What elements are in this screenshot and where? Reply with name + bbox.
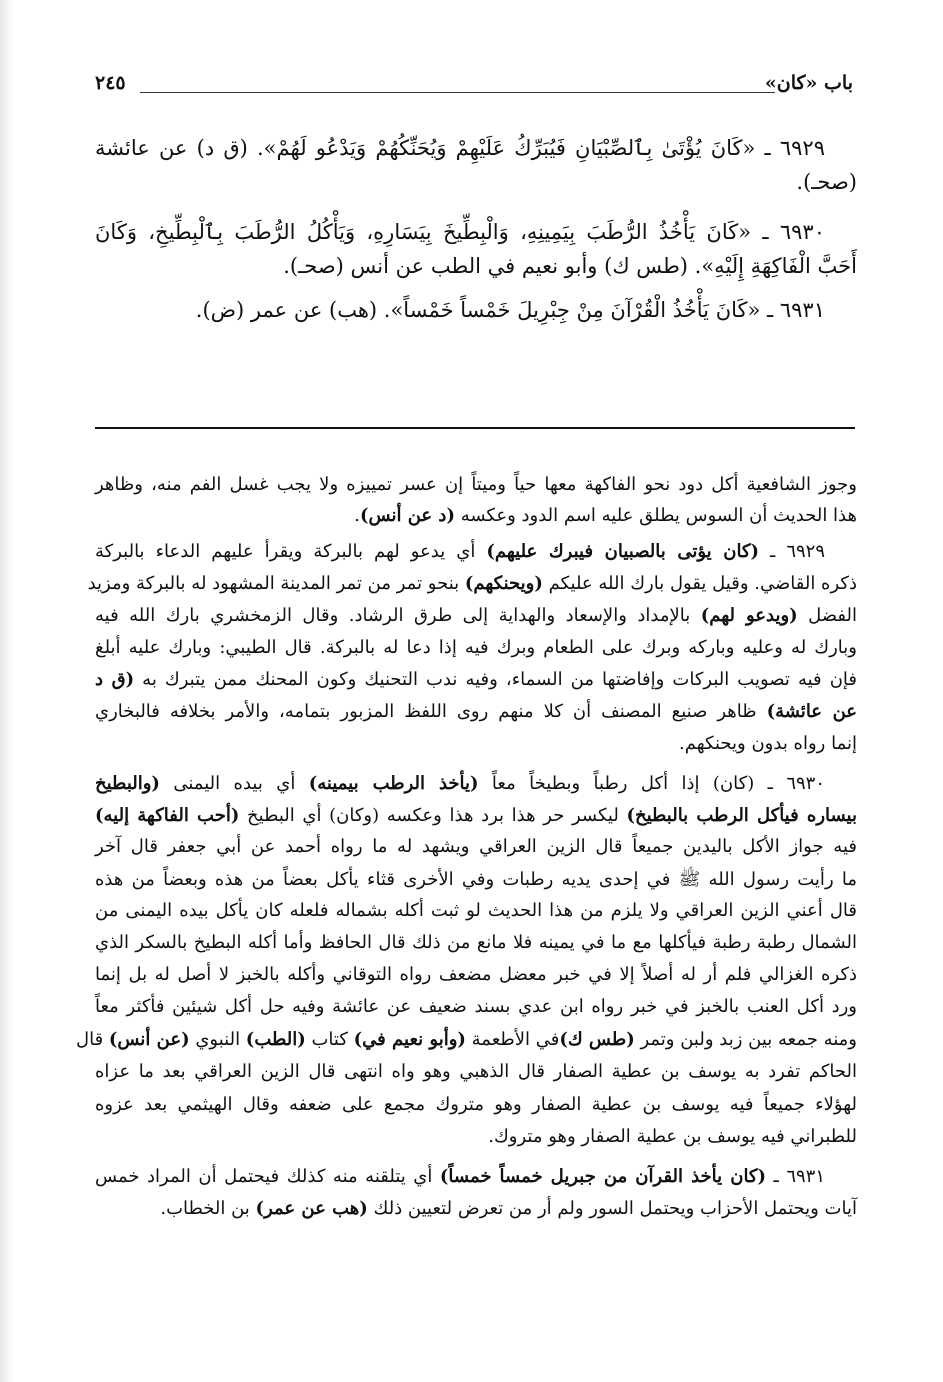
text-segment: ٦٩٢٩ ـ «كَانَ يُؤْتَىٰ بِٱلصِّبْيَانِ فَيُبَرِّكُ عَلَيْهِمْ وَيُحَنِّكُهُمْ وَيَدْعُو لَهُمْ». (ق د) عن عائشة xyxy=(95,136,825,160)
bold-segment: (وأبو نعيم في) xyxy=(353,1029,466,1050)
text-segment: فإن فيه تصويب البركات وإفاضتها من السماء، وفيه ندب التحنيك وكون المحنك ممن يتبرك به xyxy=(134,669,857,690)
text-segment: بالإمداد والإسعاد والهداية إلى طرق الرشاد. وقال الزمخشري بارك الله فيه xyxy=(95,605,701,626)
bold-segment: (الطب) xyxy=(245,1029,306,1050)
bold-segment: عن عائشة) xyxy=(766,701,858,722)
commentary-line xyxy=(95,805,857,826)
commentary-line xyxy=(95,996,857,1017)
text-segment: وبارك له وعليه وباركه وبرك على الطعام وبرك فيه إذا دعا له بالبركة. قال الطيبي: وبارك عليه أبلغ xyxy=(95,637,857,658)
text-segment: ورد أكل العنب بالخبز في خبر رواه ابن عدي بسند ضعيف عن عائشة وفيه حل أكل شيئين فأكثر معاً xyxy=(95,996,857,1017)
commentary-line xyxy=(95,541,825,562)
text-segment: أي يدعو لهم بالبركة ويقرأ عليهم الدعاء بالبركة xyxy=(95,541,487,562)
commentary-line xyxy=(95,505,857,526)
text-segment: . xyxy=(354,505,360,526)
bold-segment: (ويحنكهم) xyxy=(464,573,543,594)
text-segment: قال xyxy=(76,1029,109,1050)
text-segment: ذكره الغزالي فلم أر له أصلاً إلا في خبر معضل مضعف رواه التوقاني وأكله بالخبز لا أصل له بل إنما xyxy=(95,964,857,985)
text-segment: الحاكم تفرد به يوسف بن عطية الصفار قال الذهبي وهو واه انتهى قال الزين العراقي بعد ما عزاه xyxy=(95,1061,857,1082)
main_text-line xyxy=(95,170,857,194)
commentary-line xyxy=(95,836,857,857)
text-segment: أي يتلقنه منه كذلك فيحتمل أن المراد خمس xyxy=(95,1166,440,1187)
main_text-line xyxy=(95,298,825,322)
commentary-line xyxy=(95,773,825,794)
text-segment: وجوز الشافعية أكل دود نحو الفاكهة معها حياً وميتاً إن عسر تمييزه ولا يجب غسل الفم منه، وظاهر xyxy=(95,474,857,495)
commentary-line xyxy=(95,605,857,626)
text-segment: آيات ويحتمل الأحزاب ويحتمل السور ولم أر من تعرض لتعيين ذلك xyxy=(367,1198,857,1219)
bold-segment: (كان يؤتى بالصبيان فيبرك عليهم) xyxy=(486,541,760,562)
commentary-line xyxy=(95,701,857,722)
text-segment: هذا الحديث أن السوس يطلق عليه اسم الدود وعكسه xyxy=(454,505,857,526)
bold-segment: بيساره فيأكل الرطب بالبطيخ) xyxy=(626,805,858,826)
text-segment: النبوي xyxy=(189,1029,246,1050)
text-segment: بنحو تمر من تمر المدينة المشهود له بالبركة ومزيد xyxy=(87,573,465,594)
text-segment: أي بيده اليمنى xyxy=(159,773,309,794)
main_text-line xyxy=(95,136,825,160)
commentary-line xyxy=(95,1126,857,1147)
bold-segment: (والبطيخ xyxy=(95,773,160,794)
text-segment: بن الخطاب. xyxy=(160,1198,256,1219)
commentary-line xyxy=(95,637,857,658)
text-segment: ليكسر حر هذا برد هذا وعكسه (وكان) أي البطيخ xyxy=(239,805,627,826)
text-segment: كتاب xyxy=(305,1029,354,1050)
bold-segment: (عن أنس) xyxy=(108,1029,190,1050)
text-segment: ٦٩٣١ ـ «كَانَ يَأْخُذُ الْقُرْآنَ مِنْ جِبْرِيلَ خَمْساً خَمْساً». (هب) عن عمر (ض). xyxy=(195,298,825,322)
text-segment: ٦٩٢٩ ـ xyxy=(759,541,826,562)
bold-segment: (طس ك) xyxy=(559,1029,635,1050)
bold-segment: (أحب الفاكهة إليه) xyxy=(95,805,240,826)
text-segment: لهؤلاء جميعاً فيه يوسف بن عطية الصفار وهو متروك مجمع على ضعفه وقال الهيثمي بعد عزوه xyxy=(95,1094,857,1115)
text-segment: للطبراني فيه يوسف بن عطية الصفار وهو متروك. xyxy=(488,1126,857,1147)
commentary-line xyxy=(95,932,857,953)
commentary-line xyxy=(76,1029,857,1050)
page-number: ٢٤٥ xyxy=(95,72,126,94)
bold-segment: (كان يأخذ القرآن من جبريل خمساً خمساً) xyxy=(439,1166,767,1187)
commentary-line xyxy=(95,868,857,894)
bold-segment: (يأخذ الرطب بيمينه) xyxy=(308,773,479,794)
main_text-line xyxy=(95,254,857,278)
scan-edge xyxy=(0,0,14,1382)
text-segment: أَحَبَّ الْفَاكِهَةِ إِلَيْهِ». (طس ك) وأبو نعيم في الطب عن أنس (صحـ). xyxy=(283,254,857,278)
text-segment: إنما رواه بدون ويحنكهم. xyxy=(679,733,857,754)
header-rule xyxy=(140,92,775,93)
commentary-line xyxy=(95,669,857,690)
bold-segment: (ويدعو لهم) xyxy=(700,605,798,626)
bold-segment: (هب عن عمر) xyxy=(255,1198,368,1219)
text-segment: فيه جواز الأكل باليدين جميعاً قال الزين العراقي ويشهد له ما رواه أحمد عن أبي جعفر قال آخر xyxy=(95,836,857,857)
commentary-line xyxy=(95,733,857,754)
text-segment: ٦٩٣١ ـ xyxy=(766,1166,825,1187)
running-header xyxy=(95,72,853,102)
text-segment: ٦٩٣٠ ـ (كان) إذا أكل رطباً وبطيخاً معاً xyxy=(478,773,825,794)
text-segment: ظاهر صنيع المصنف أن كلا منهم روى اللفظ المزبور بتمامه، والأمر بخلافه فالبخاري xyxy=(95,701,767,722)
separator-rule xyxy=(95,427,855,429)
commentary-line xyxy=(95,1061,857,1082)
text-segment: الشمال رطبة رطبة فيأكلها مع ما في يمينه فلا مانع من ذلك قال الحافظ وأما أكله البطيخ بالسكر الذي xyxy=(95,932,857,953)
chapter-title: باب «كان» xyxy=(764,72,853,94)
main_text-line xyxy=(95,220,825,244)
commentary-line xyxy=(95,964,857,985)
text-segment: الفضل xyxy=(797,605,858,626)
commentary-line xyxy=(95,1166,825,1187)
text-segment: ومنه جمعه بين زبد ولبن وتمر xyxy=(634,1029,857,1050)
text-segment: ٦٩٣٠ ـ «كَانَ يَأْخُذُ الرُّطَبَ بِيَمِينِهِ، وَالْبِطِّيخَ بِيَسَارِهِ، وَيَأْكُلُ الرُّطَبَ بِٱلْبِطِّيخِ، وَكَانَ xyxy=(95,220,825,244)
commentary-line xyxy=(95,474,857,495)
text-segment: ذكره القاضي. وقيل يقول بارك الله عليكم xyxy=(542,573,857,594)
text-segment: (صحـ). xyxy=(796,170,857,194)
text-segment: قال أعني الزين العراقي ولا يلزم من هذا الحديث لو ثبت أكله بشماله فلعله كان يأكل بيده اليمنى من xyxy=(95,900,857,921)
commentary-line xyxy=(95,1198,857,1219)
bold-segment: (د عن أنس) xyxy=(359,505,455,526)
commentary-line xyxy=(95,1094,857,1115)
text-segment: ما رأيت رسول الله ﷺ في إحدى يديه رطبات وفي الأخرى قثاء يأكل بعضاً من هذه وبعضاً من هذه xyxy=(95,869,857,890)
bold-segment: (ق د xyxy=(95,669,135,690)
commentary-line xyxy=(95,900,857,921)
commentary-line xyxy=(87,573,857,594)
text-segment: في الأطعمة xyxy=(465,1029,560,1050)
